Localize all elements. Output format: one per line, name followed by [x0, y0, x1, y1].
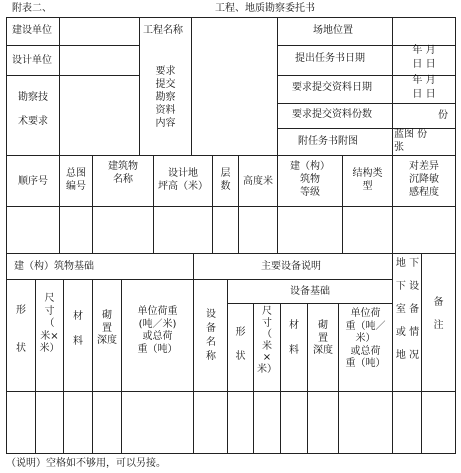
drawing-units: 蓝图 份 张: [394, 129, 428, 153]
required-data-date-units: 年 月 日 日: [412, 75, 436, 100]
required-copies-label: 要求提交资料份数: [292, 109, 372, 120]
client-label: 建设单位: [12, 25, 52, 36]
project-name-label: 工程名称: [143, 25, 183, 36]
required-data-date-label: 要求提交资料日期: [292, 82, 372, 93]
annex-label: 附表二、: [12, 3, 52, 14]
building-col-depth: 砌 置 深度: [97, 310, 117, 346]
col-floors: 层 数: [220, 168, 231, 192]
equipment-col-depth: 砌 置 深度: [313, 320, 333, 356]
building-col-load: 单位荷重 (吨／米) 或总荷 重（吨）: [137, 306, 178, 355]
attached-drawings-label: 附任务书附图: [298, 136, 358, 147]
survey-tech-req-label: 勘察技 术要求: [18, 92, 48, 127]
remarks-label: 备 注: [433, 297, 444, 331]
site-location-label: 场地位置: [313, 25, 353, 36]
col-site-plan-no: 总图 编号: [66, 168, 86, 192]
col-height: 高度米: [243, 176, 273, 187]
building-foundation-label: 建（构）筑物基础: [14, 261, 94, 272]
equipment-col-shape: 形 状: [235, 327, 246, 362]
task-issue-date-label: 提出任务书日期: [295, 53, 365, 64]
building-col-shape: 形 状: [16, 305, 26, 354]
footer-note: （说明）空格如不够用，可以另接。: [6, 458, 166, 469]
task-issue-date-units: 年 月 日 日: [412, 45, 436, 70]
building-col-size: 尺 寸 （ 米× 米）: [39, 293, 60, 354]
equipment-col-load: 单位荷 重（吨／ 米） 或总荷 重（吨）: [345, 308, 386, 369]
underground-equipment-label: 地 下 下 设 室 备 或 情 地 况: [395, 258, 420, 361]
equipment-foundation-label: 设备基础: [290, 286, 330, 297]
col-seq-no: 顺序号: [18, 176, 48, 187]
col-settlement-sensitivity: 对差异 沉降敏 感程度: [409, 161, 439, 198]
design-unit-label: 设计单位: [12, 55, 52, 66]
equipment-name-label: 设 备 名 称: [206, 309, 216, 362]
col-design-ground-elev: 设计地 坪高（米）: [158, 168, 208, 192]
required-survey-data-label: 要求 提交 勘察 资料 内容: [155, 66, 176, 129]
equipment-col-material: 材 料: [289, 320, 299, 356]
equipment-col-size: 尺 寸 （ 米 × 米）: [257, 306, 277, 375]
form-title: 工程、地质勘察委托书: [215, 3, 315, 14]
col-building-name: 建筑物 名称: [108, 161, 138, 185]
building-col-material: 材 料: [73, 311, 83, 347]
main-equipment-label: 主要设备说明: [261, 261, 321, 272]
col-building-grade: 建（构） 筑物 等级: [290, 161, 330, 198]
col-structure-type: 结构类 型: [352, 168, 383, 192]
copies-unit: 份: [438, 110, 448, 121]
